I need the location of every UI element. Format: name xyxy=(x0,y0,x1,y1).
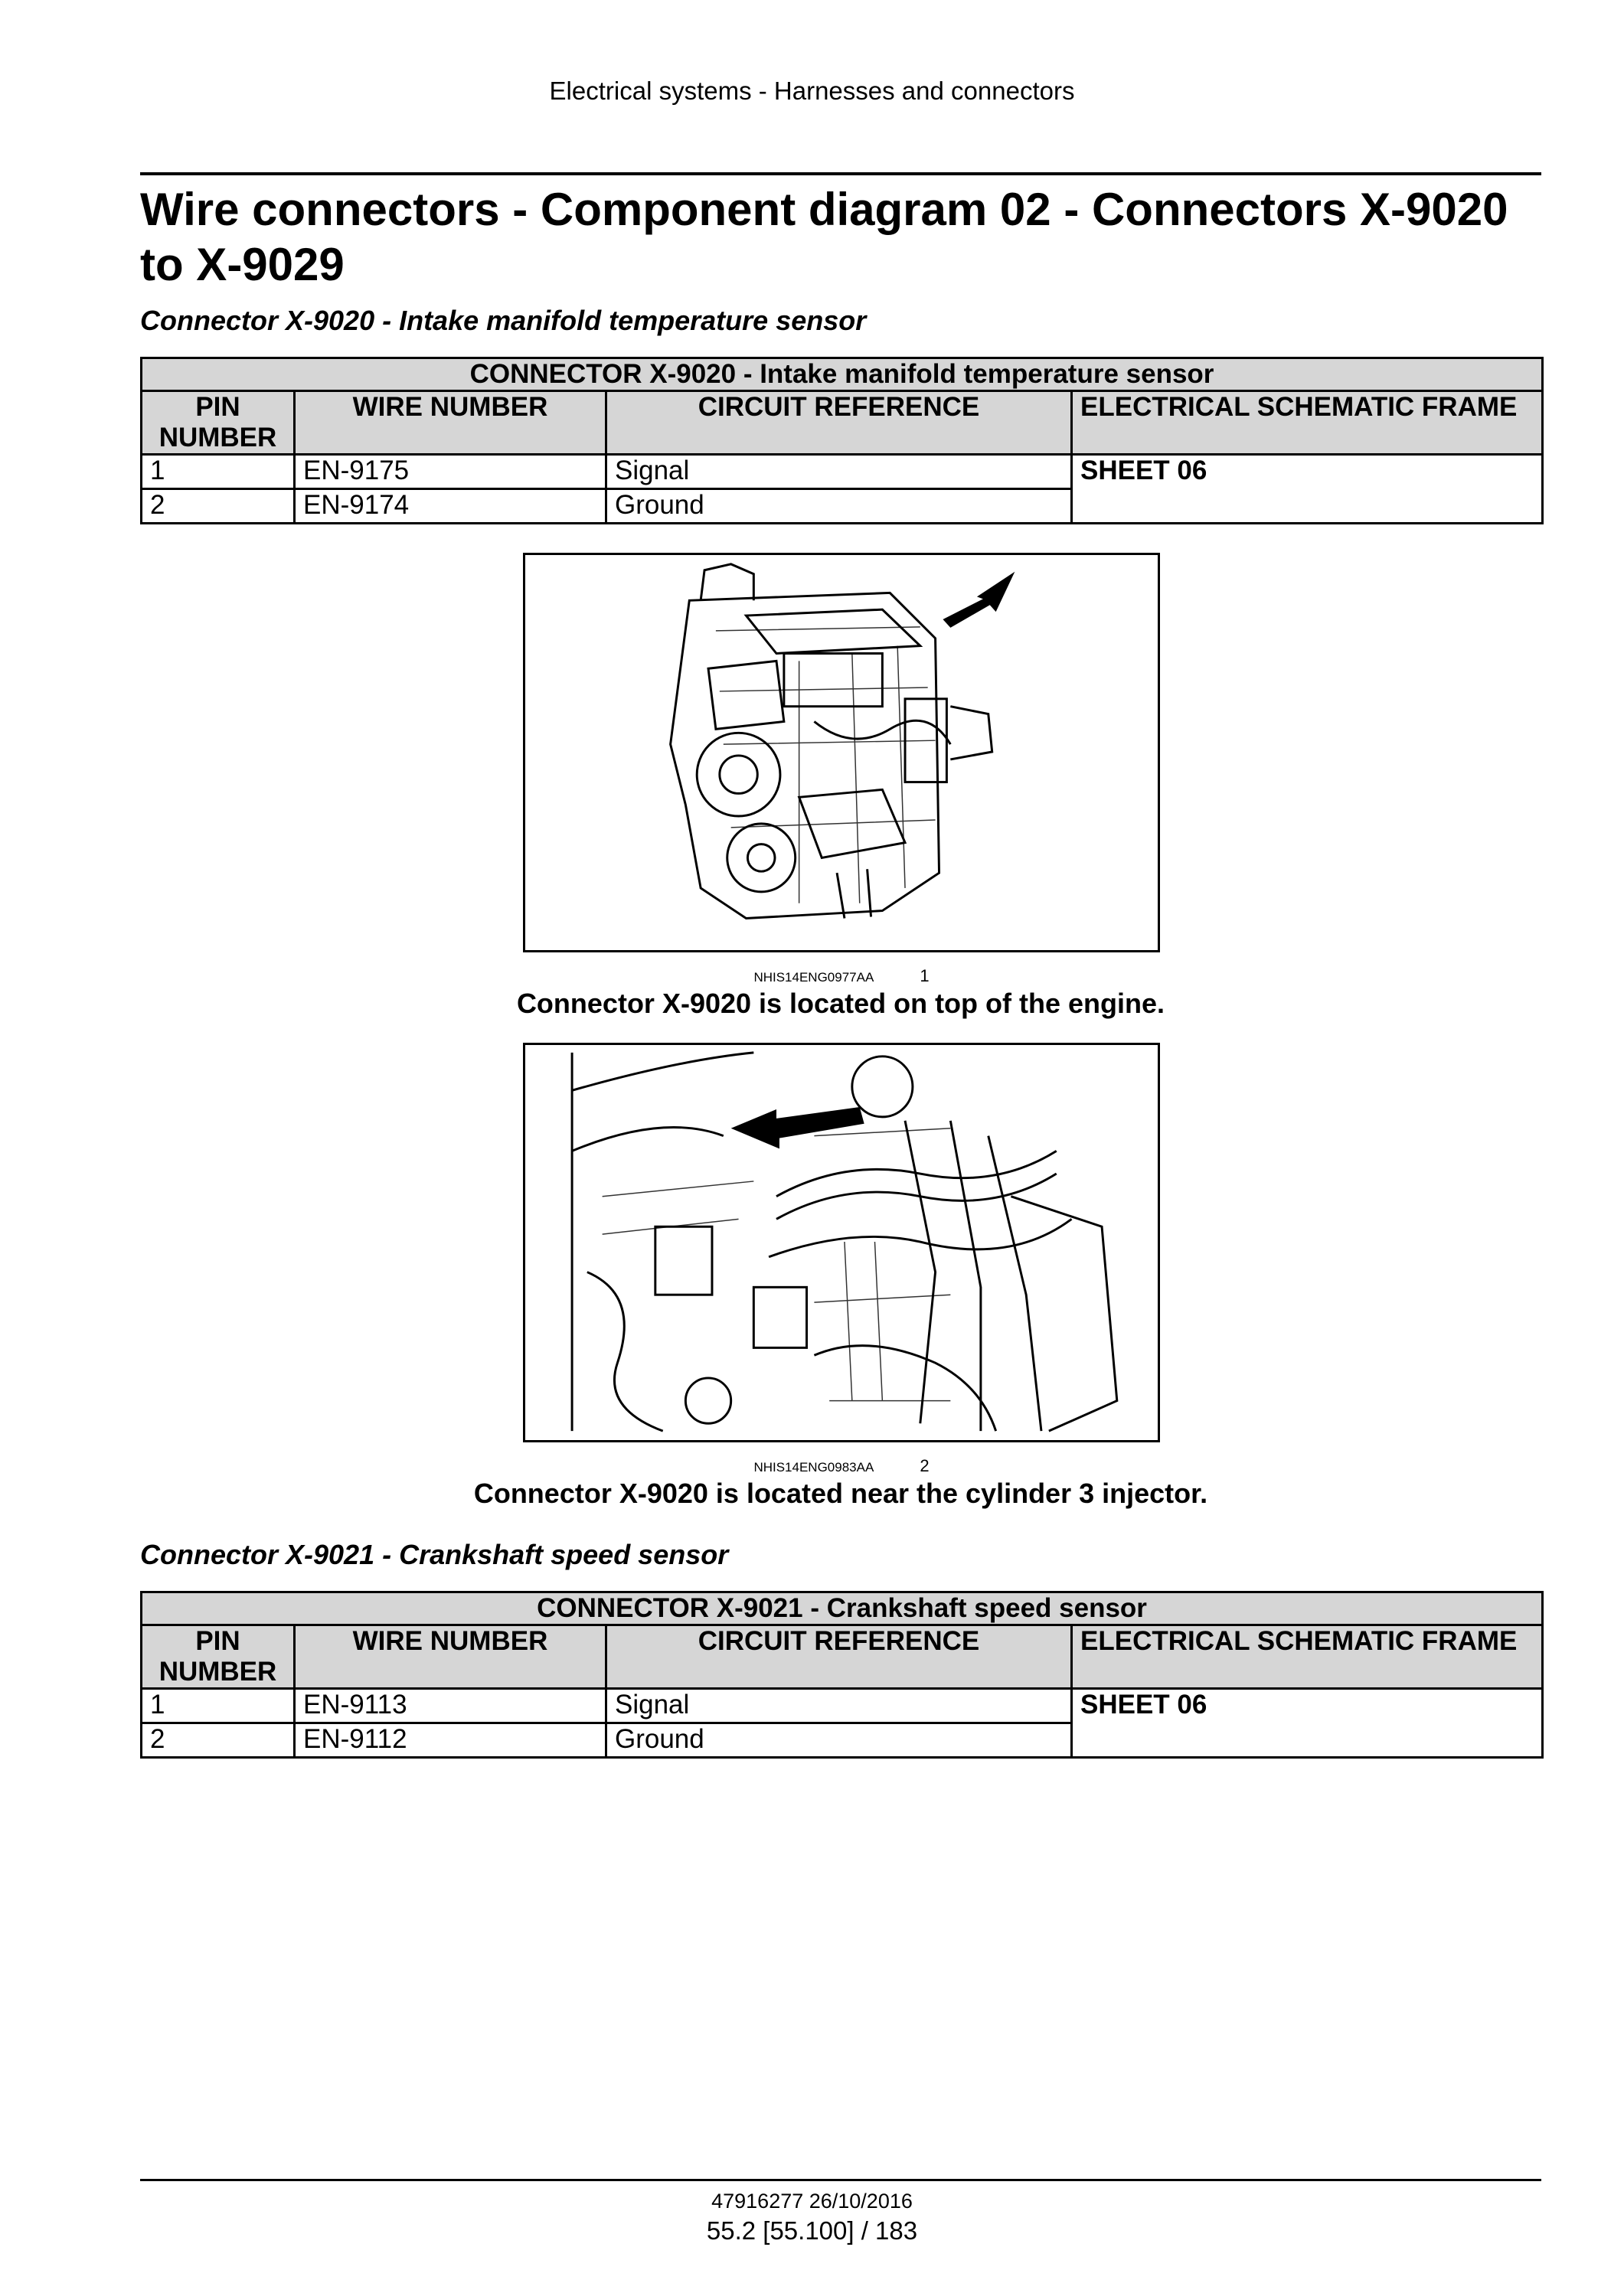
column-header-circuit: CIRCUIT REFERENCE xyxy=(606,1625,1072,1689)
section-heading-x9020: Connector X-9020 - Intake manifold temperature sensor xyxy=(140,305,867,336)
engine-closeup-figure xyxy=(523,1043,1160,1442)
column-header-frame: ELECTRICAL SCHEMATIC FRAME xyxy=(1072,1625,1543,1689)
column-header-frame: ELECTRICAL SCHEMATIC FRAME xyxy=(1072,391,1543,455)
pin-cell: 1 xyxy=(142,1689,295,1723)
figure-reference xyxy=(523,1456,1160,1476)
table-caption: CONNECTOR X-9020 - Intake manifold temperature sensor xyxy=(142,358,1543,391)
running-header: Electrical systems - Harnesses and connectors xyxy=(549,77,1075,105)
footer-document-id: 47916277 26/10/2016 xyxy=(711,2190,913,2213)
image-ref-code: NHIS14ENG0977AA xyxy=(753,970,874,985)
figure-number: 1 xyxy=(920,966,930,985)
circuit-cell: Ground xyxy=(606,1723,1072,1758)
table-caption: CONNECTOR X-9021 - Crankshaft speed sensor xyxy=(142,1592,1543,1625)
engine-closeup-illustration xyxy=(525,1045,1158,1440)
figure-caption: Connector X-9020 is located on top of the engine. xyxy=(516,988,1165,1019)
pin-cell: 2 xyxy=(142,489,295,524)
column-header-pin: PIN NUMBER xyxy=(142,391,295,455)
image-ref-code: NHIS14ENG0983AA xyxy=(753,1460,874,1475)
footer-page-number: 55.2 [55.100] / 183 xyxy=(706,2216,918,2245)
circuit-cell: Signal xyxy=(606,1689,1072,1723)
footer-rule xyxy=(140,2179,1541,2181)
column-header-pin: PIN NUMBER xyxy=(142,1625,295,1689)
figure-number: 2 xyxy=(920,1456,930,1475)
column-header-wire: WIRE NUMBER xyxy=(295,1625,606,1689)
wire-cell: EN-9174 xyxy=(295,489,606,524)
wire-cell: EN-9175 xyxy=(295,455,606,489)
column-header-wire: WIRE NUMBER xyxy=(295,391,606,455)
connector-table-x9021 xyxy=(140,1591,1544,1759)
section-heading-x9021: Connector X-9021 - Crankshaft speed sensor xyxy=(140,1539,729,1570)
pin-cell: 2 xyxy=(142,1723,295,1758)
wire-cell: EN-9113 xyxy=(295,1689,606,1723)
page-title: Wire connectors - Component diagram 02 - Connectors X-9020 to X-9029 xyxy=(140,184,1508,290)
engine-overview-illustration xyxy=(525,555,1158,950)
engine-overview-figure xyxy=(523,553,1160,952)
wire-cell: EN-9112 xyxy=(295,1723,606,1758)
table-row xyxy=(142,455,1543,489)
locator-arrow xyxy=(731,1107,864,1148)
circuit-cell: Ground xyxy=(606,489,1072,524)
frame-cell: SHEET 06 xyxy=(1072,455,1543,524)
figure-reference xyxy=(523,966,1160,986)
circuit-cell: Signal xyxy=(606,455,1072,489)
table-row xyxy=(142,1689,1543,1723)
figure-caption: Connector X-9020 is located near the cylinder 3 injector. xyxy=(473,1478,1208,1509)
pin-cell: 1 xyxy=(142,455,295,489)
column-header-circuit: CIRCUIT REFERENCE xyxy=(606,391,1072,455)
header-rule xyxy=(140,172,1541,175)
locator-arrow xyxy=(943,572,1015,628)
frame-cell: SHEET 06 xyxy=(1072,1689,1543,1758)
connector-table-x9020 xyxy=(140,357,1544,524)
